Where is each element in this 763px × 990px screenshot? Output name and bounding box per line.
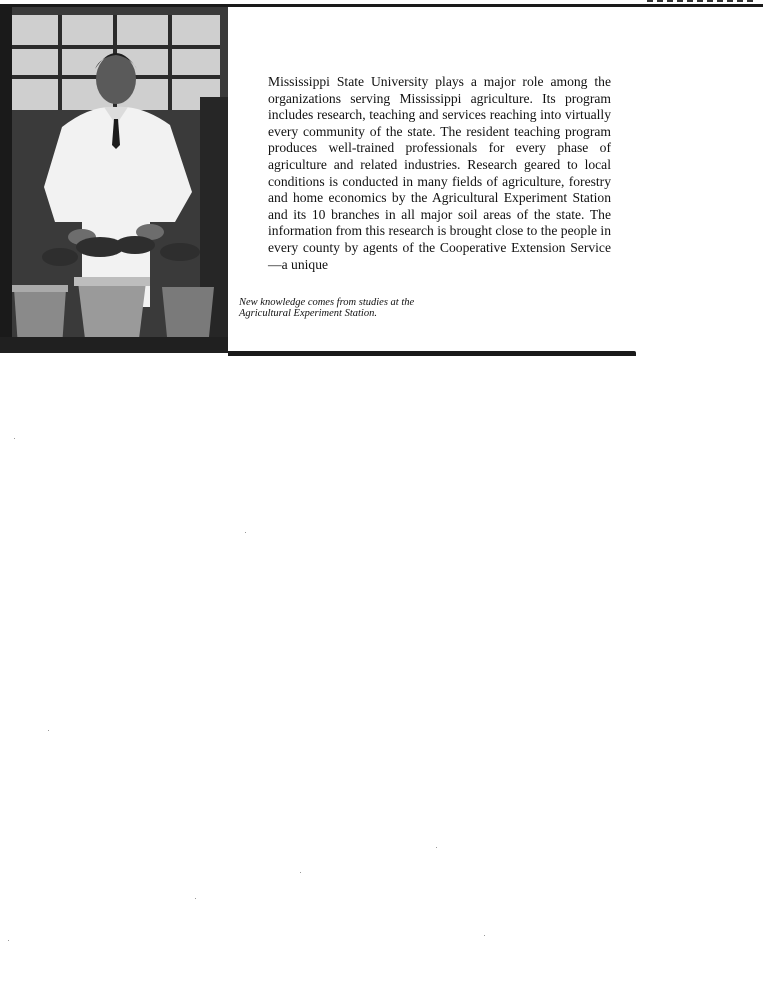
scan-speck (484, 935, 485, 936)
bottom-rule (228, 351, 636, 356)
scan-speck (48, 730, 49, 731)
photo-caption: New knowledge comes from studies at the Agricultural Experiment Station. (239, 297, 415, 319)
researcher-photo (0, 7, 228, 353)
scan-speck (14, 438, 15, 439)
scan-speck (300, 872, 301, 873)
article-body: Mississippi State University plays a major role among the organizations serving Mississippi agriculture. Its program includes research, teaching and services reaching into virtually every community of the state. The resident teaching program produces well-trained professionals for every phase of agriculture and related industries. Research geared to local conditions is conducted in many fields of agriculture, forestry and home economics by the Agricultural Experiment Station and its 10 branches in all major soil areas of the state. The information from this research is brought close to the people in every county by agents of the Cooperative Extension Service—a unique (268, 74, 611, 272)
scan-speck (195, 898, 196, 899)
top-dash-rule (647, 0, 757, 2)
scan-speck (8, 940, 9, 941)
scan-speck (245, 532, 246, 533)
scan-speck (436, 847, 437, 848)
